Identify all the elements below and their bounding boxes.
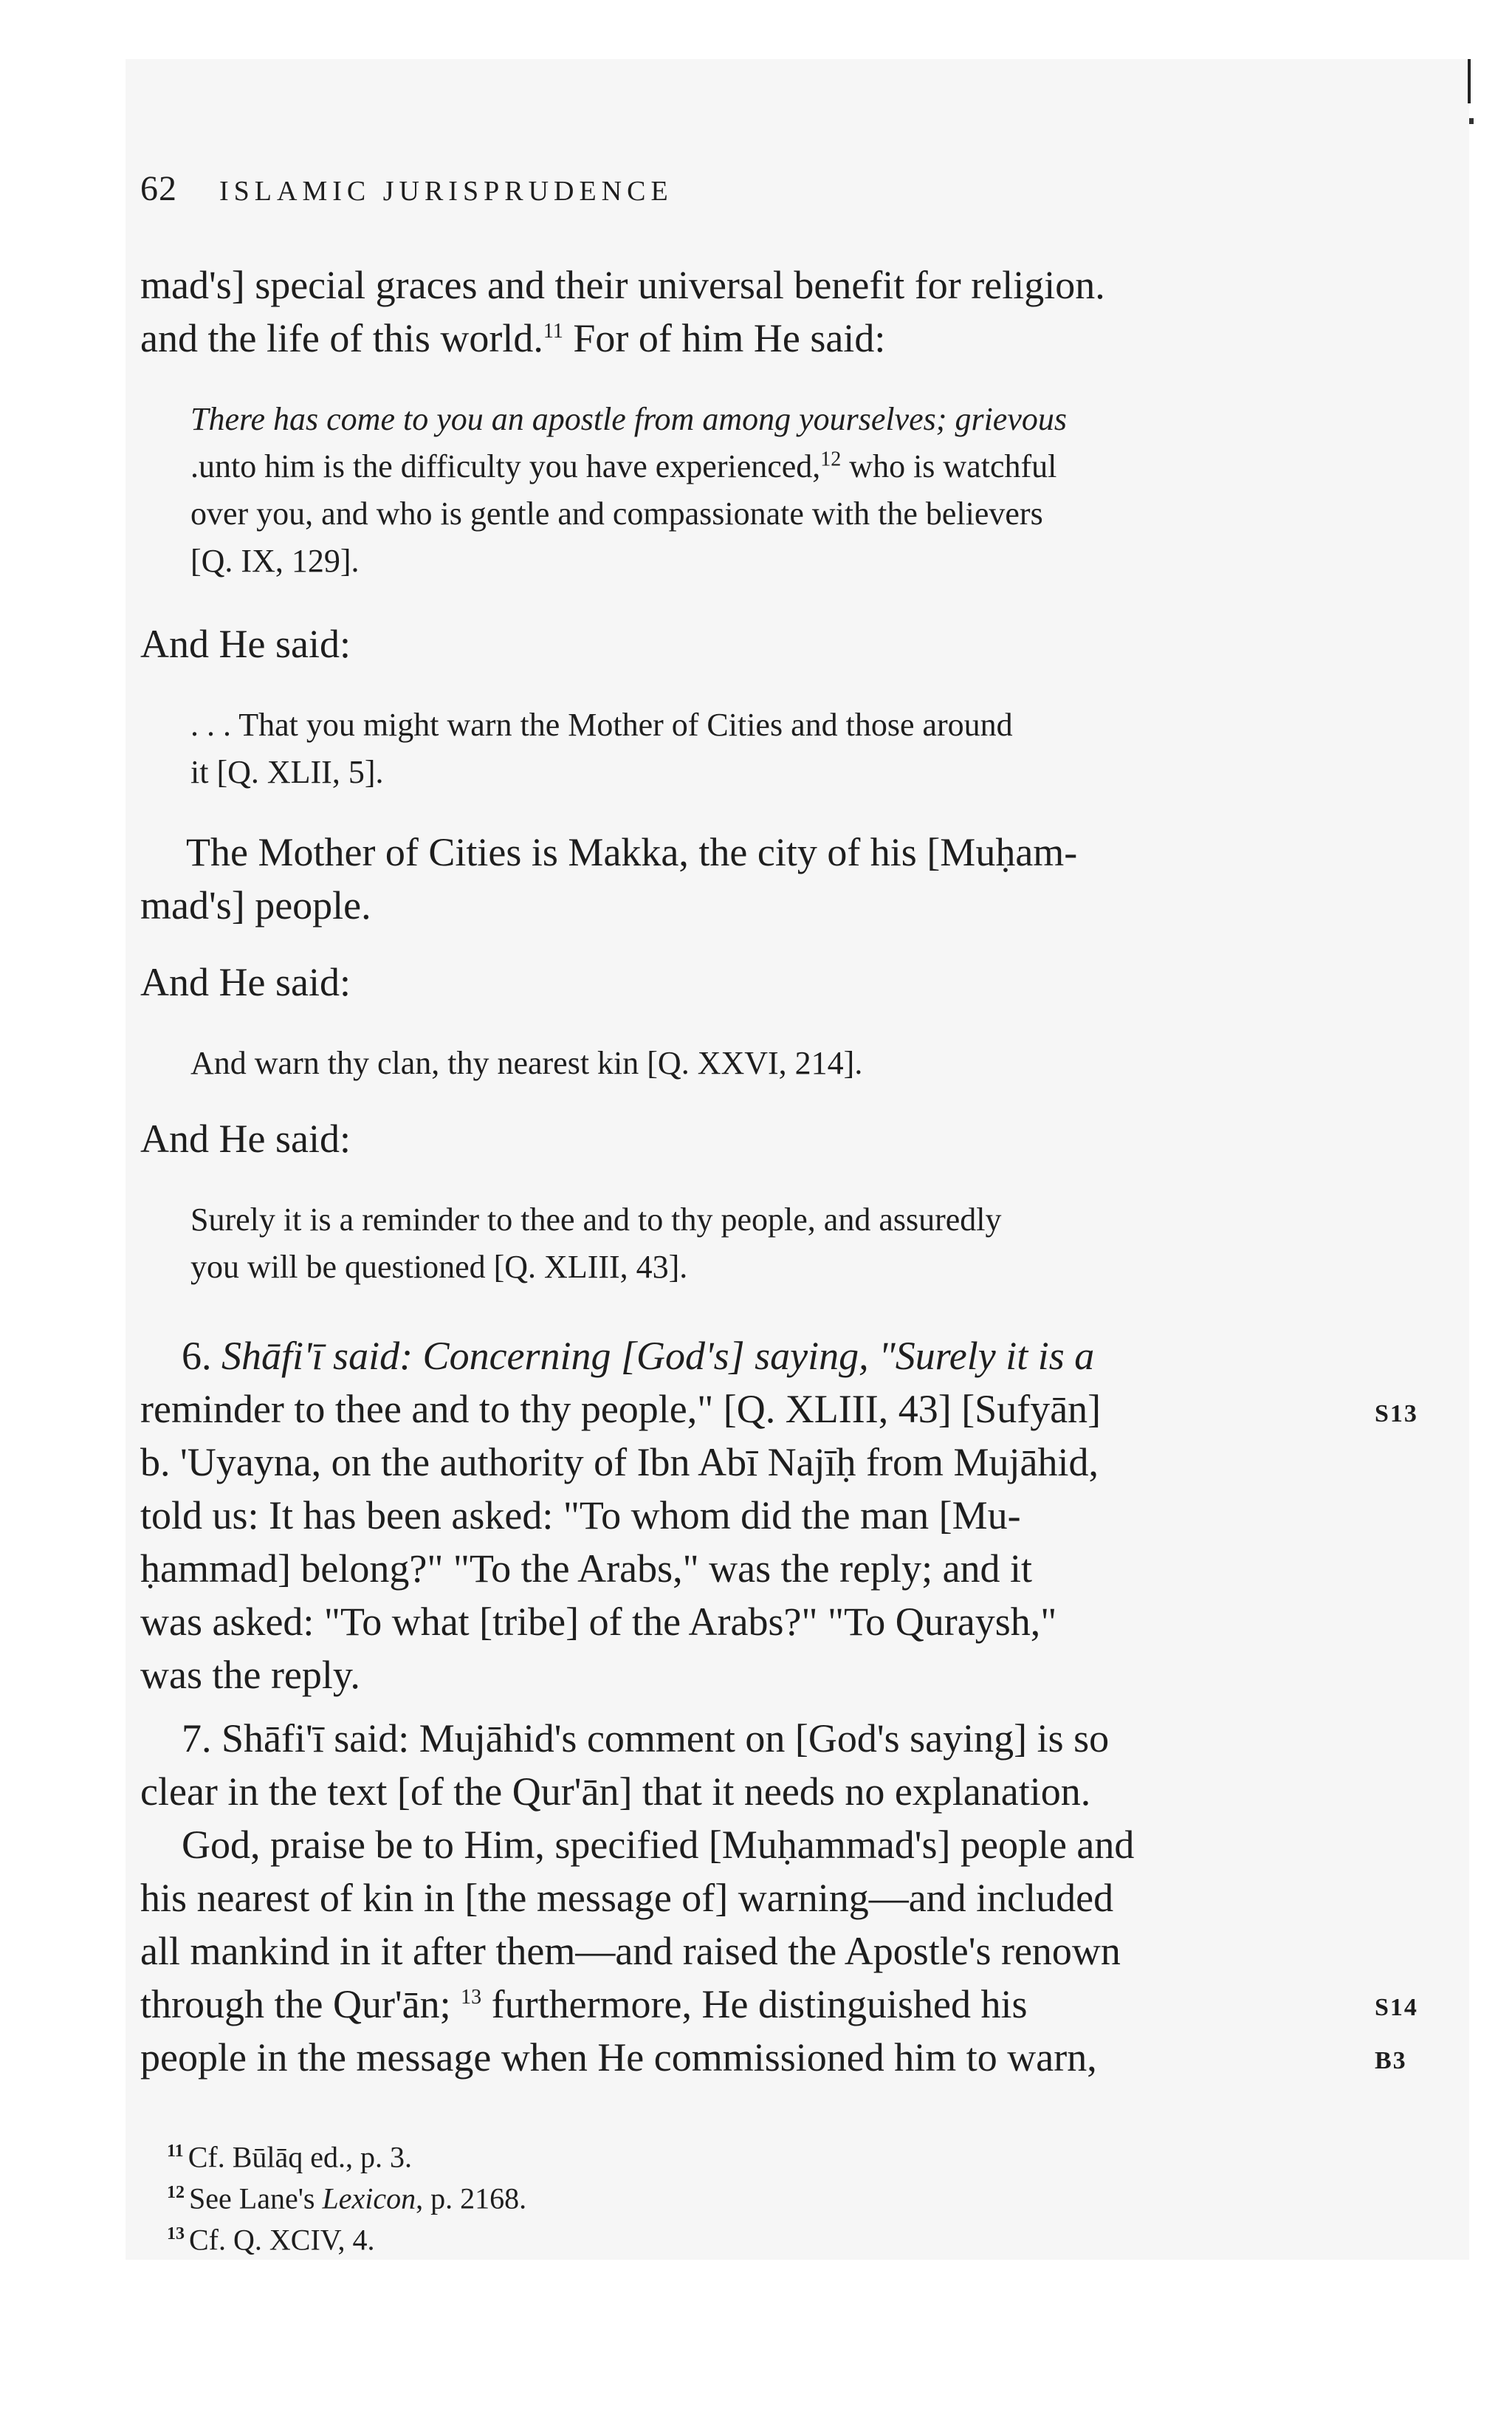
- quote-line: . . . That you might warn the Mother of Cities and those around: [190, 707, 1013, 743]
- quote-line: you will be questioned [Q. XLIII, 43].: [190, 1249, 688, 1285]
- body-line: And He said:: [140, 622, 351, 666]
- footnote-ref: 13: [461, 1986, 482, 2009]
- body-line: 6. Shāfi'ī said: Concerning [God's] saying, "Surely it is a: [182, 1334, 1095, 1378]
- body-line: clear in the text [of the Qur'ān] that it needs no explanation.: [140, 1769, 1091, 1814]
- quote-line: [Q. IX, 129].: [190, 543, 360, 579]
- body-line: all mankind in it after them—and raised the Apostle's renown: [140, 1929, 1121, 1973]
- body-line: told us: It has been asked: "To whom did the man [Mu-: [140, 1493, 1021, 1537]
- scan-dot: [1469, 118, 1474, 124]
- body-line: mad's] people.: [140, 883, 371, 928]
- quote-line: it [Q. XLII, 5].: [190, 754, 384, 790]
- margin-note: B3: [1375, 2047, 1407, 2074]
- body-line: b. 'Uyayna, on the authority of Ibn Abī Najīḥ from Mujāhid,: [140, 1440, 1099, 1484]
- footnote-ref: 11: [543, 320, 563, 343]
- body-line: And He said:: [140, 1117, 351, 1161]
- body-line: his nearest of kin in [the message of] warning—and included: [140, 1876, 1114, 1920]
- margin-note: S13: [1375, 1400, 1418, 1427]
- page-number: 62: [140, 169, 177, 208]
- margin-note: S14: [1375, 1994, 1418, 2021]
- page-header: [140, 168, 673, 209]
- body-line: And He said:: [140, 960, 351, 1004]
- body-line: God, praise be to Him, specified [Muḥammad's] people and: [182, 1823, 1135, 1867]
- quote-line: There has come to you an apostle from among yourselves; grievous: [190, 401, 1067, 437]
- quote-line: .unto him is the difficulty you have experienced,$^{12}$ who is watchful: [190, 448, 1057, 484]
- body-line: ḥammad] belong?" "To the Arabs," was the reply; and it: [140, 1546, 1033, 1591]
- body-line: people in the message when He commissioned him to warn,: [140, 2035, 1097, 2080]
- scan-mark: [1468, 59, 1471, 103]
- body-line: was the reply.: [140, 1653, 360, 1697]
- footnote: $^{13}$ Cf. Q. XCIV, 4.: [167, 2223, 375, 2257]
- body-line: and the life of this world.$^{11}$ For of him He said:: [140, 316, 886, 360]
- footnote: $^{12}$ See Lane's Lexicon, p. 2168.: [167, 2181, 527, 2215]
- body-line: mad's] special graces and their universal benefit for religion.: [140, 263, 1105, 307]
- body-line: through the Qur'ān; $^{13}$ furthermore, He distinguished his: [140, 1982, 1028, 2026]
- quote-line: Surely it is a reminder to thee and to thy people, and assuredly: [190, 1201, 1002, 1238]
- running-title: ISLAMIC JURISPRUDENCE: [219, 176, 673, 207]
- quote-line: And warn thy clan, thy nearest kin [Q. XXVI, 214].: [190, 1045, 863, 1081]
- quote-line: over you, and who is gentle and compassionate with the believers: [190, 496, 1043, 532]
- footnote: $^{11}$ Cf. Būlāq ed., p. 3.: [167, 2140, 412, 2174]
- body-line: The Mother of Cities is Makka, the city of his [Muḥam-: [186, 830, 1078, 874]
- body-line: reminder to thee and to thy people," [Q. XLIII, 43] [Sufyān]: [140, 1387, 1102, 1431]
- footnote-ref: 12: [820, 448, 842, 471]
- body-line: 7. Shāfi'ī said: Mujāhid's comment on [God's saying] is so: [182, 1716, 1110, 1761]
- body-line: was asked: "To what [tribe] of the Arabs?" "To Quraysh,": [140, 1600, 1057, 1644]
